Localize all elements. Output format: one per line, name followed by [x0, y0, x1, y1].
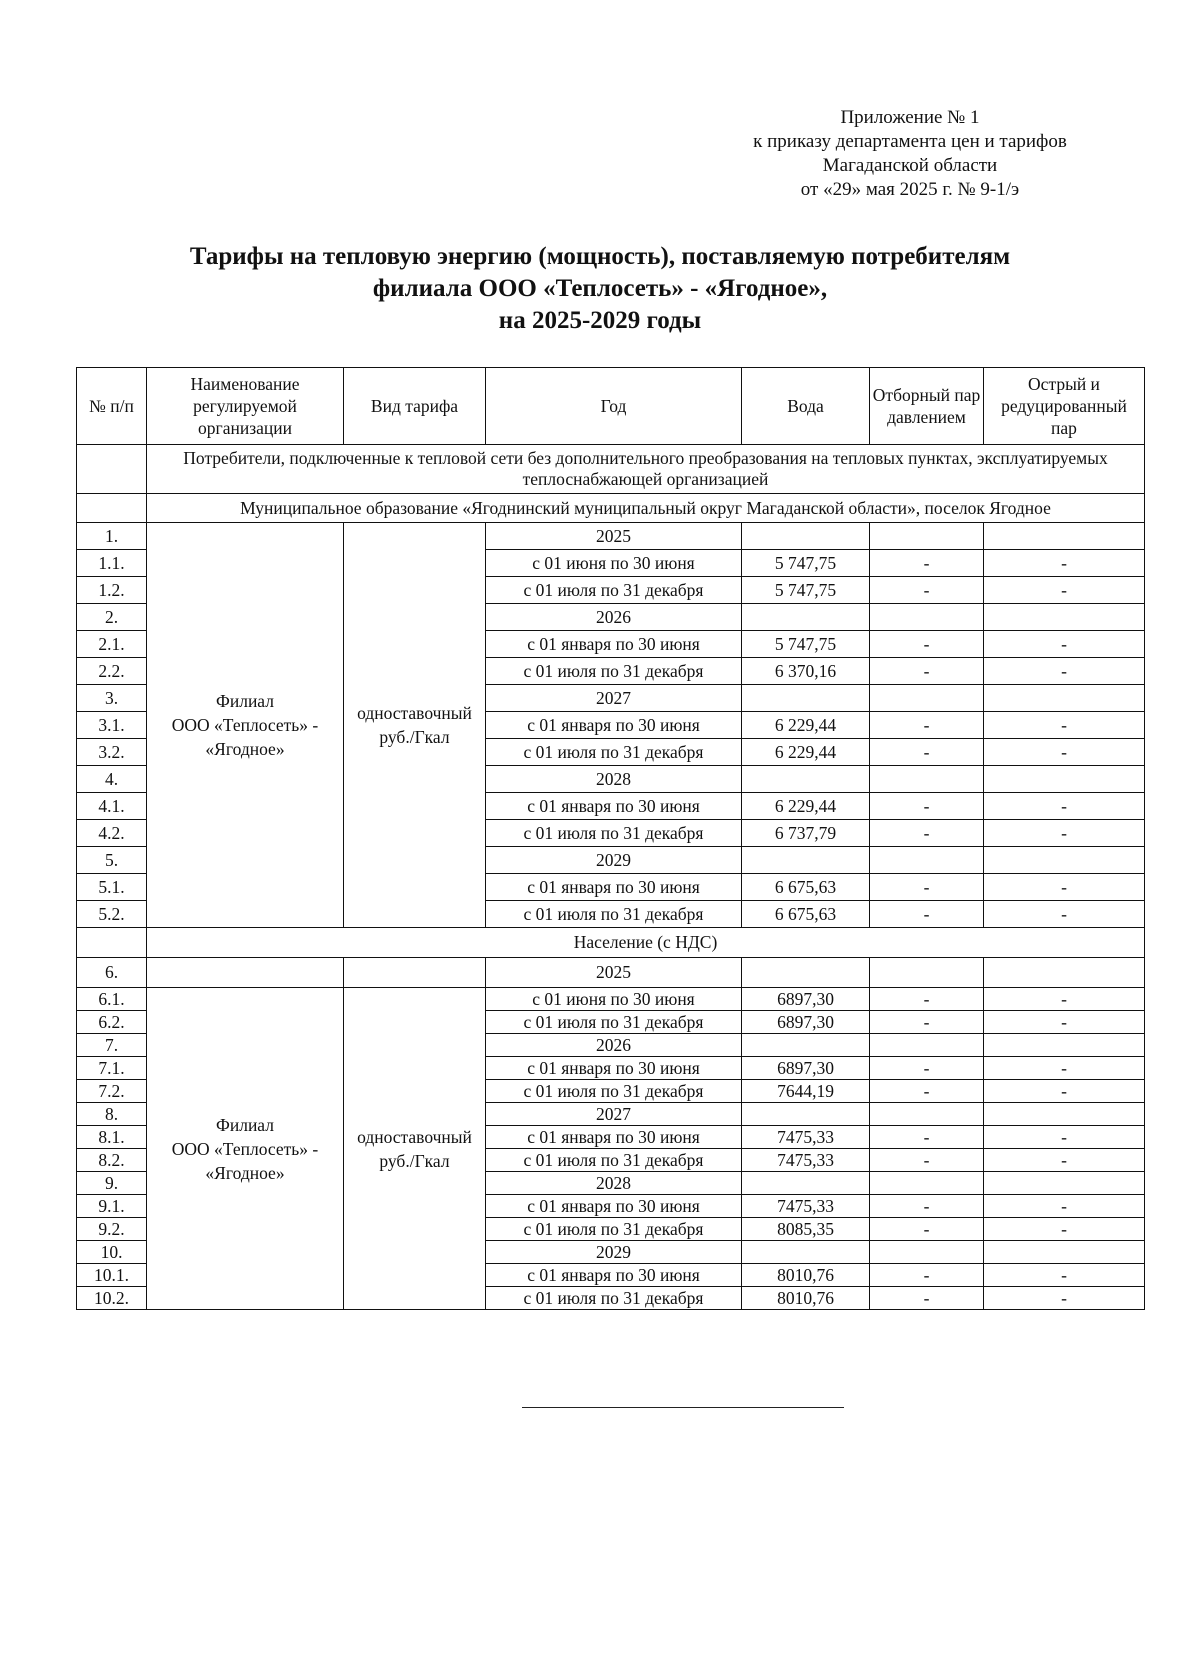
header-row [77, 368, 1145, 445]
row-steam-selected: - [870, 988, 984, 1011]
row-steam-sharp [984, 523, 1145, 550]
row-period: с 01 января по 30 июня [486, 1195, 742, 1218]
row-period: с 01 июля по 31 декабря [486, 1011, 742, 1034]
row-water: 8085,35 [742, 1218, 870, 1241]
row-steam-sharp: - [984, 988, 1145, 1011]
row-num: 3. [77, 685, 147, 712]
row-period: с 01 июля по 31 декабря [486, 1218, 742, 1241]
row-num: 10.1. [77, 1264, 147, 1287]
row-period: 2027 [486, 1103, 742, 1126]
row-steam-selected: - [870, 1287, 984, 1310]
section2-title: Население (с НДС) [147, 928, 1145, 958]
section2-body [77, 928, 1145, 1310]
row-period: с 01 января по 30 июня [486, 874, 742, 901]
table-row [77, 988, 1145, 1011]
row-steam-sharp: - [984, 1149, 1145, 1172]
row-steam-selected [870, 1172, 984, 1195]
row-period: с 01 июня по 30 июня [486, 550, 742, 577]
tariff-type-line: одноставочный [357, 703, 472, 723]
row-steam-selected: - [870, 577, 984, 604]
row-steam-selected [870, 847, 984, 874]
row-steam-sharp [984, 604, 1145, 631]
row-water [742, 847, 870, 874]
row-steam-sharp: - [984, 1080, 1145, 1103]
row-water: 8010,76 [742, 1287, 870, 1310]
empty-cell [742, 958, 870, 988]
row-num: 5. [77, 847, 147, 874]
row-steam-selected: - [870, 793, 984, 820]
row-water: 6 229,44 [742, 793, 870, 820]
row-num: 2. [77, 604, 147, 631]
tariff-type-cell [344, 988, 486, 1310]
row-num: 6.2. [77, 1011, 147, 1034]
row-water: 6 370,16 [742, 658, 870, 685]
row-water: 5 747,75 [742, 577, 870, 604]
empty-cell [870, 958, 984, 988]
row-steam-sharp [984, 766, 1145, 793]
title-line: на 2025-2029 годы [498, 307, 702, 334]
header-num: № п/п [77, 368, 147, 445]
row-period: с 01 января по 30 июня [486, 712, 742, 739]
row-steam-sharp: - [984, 874, 1145, 901]
row-steam-sharp: - [984, 1011, 1145, 1034]
empty-cell [77, 445, 147, 494]
organization-name-line: ООО «Теплосеть» - [171, 1138, 319, 1159]
row-water [742, 604, 870, 631]
tariffs-table [76, 367, 1145, 1310]
row-steam-sharp: - [984, 1218, 1145, 1241]
row-num: 7.2. [77, 1080, 147, 1103]
row-water [742, 523, 870, 550]
title-line: Тарифы на тепловую энергию (мощность), поставляемую потребителям [189, 243, 1011, 270]
organization-name-line: Филиал [216, 1114, 274, 1135]
row-steam-selected: - [870, 874, 984, 901]
row-water: 6 229,44 [742, 739, 870, 766]
row-period: с 01 января по 30 июня [486, 793, 742, 820]
section1-body [77, 445, 1145, 928]
organization-cell [147, 988, 344, 1310]
row-period: с 01 июля по 31 декабря [486, 577, 742, 604]
row-steam-selected: - [870, 1264, 984, 1287]
row-num: 2.1. [77, 631, 147, 658]
row-steam-selected: - [870, 1195, 984, 1218]
row-period: с 01 июля по 31 декабря [486, 820, 742, 847]
row-period: с 01 июля по 31 декабря [486, 739, 742, 766]
row-steam-sharp: - [984, 577, 1145, 604]
row-water: 5 747,75 [742, 550, 870, 577]
row-steam-selected [870, 766, 984, 793]
row-num: 4. [77, 766, 147, 793]
row-num: 5.2. [77, 901, 147, 928]
row-water: 5 747,75 [742, 631, 870, 658]
row-steam-selected: - [870, 1080, 984, 1103]
row-num: 7.1. [77, 1057, 147, 1080]
municipality-row [77, 494, 1145, 523]
row-steam-sharp: - [984, 739, 1145, 766]
row-steam-sharp [984, 685, 1145, 712]
empty-cell [77, 494, 147, 523]
tariff-type-cell [344, 523, 486, 928]
row-steam-sharp: - [984, 658, 1145, 685]
row-period: с 01 июля по 31 декабря [486, 1287, 742, 1310]
row-period: 2025 [486, 958, 742, 988]
row-water: 8010,76 [742, 1264, 870, 1287]
row-steam-selected: - [870, 658, 984, 685]
section1-title-row [77, 445, 1145, 494]
row-period: с 01 января по 30 июня [486, 1057, 742, 1080]
row-period: 2029 [486, 1241, 742, 1264]
row-water [742, 766, 870, 793]
footer-divider [522, 1407, 844, 1408]
appendix-line: Магаданской области [822, 155, 998, 176]
row-steam-sharp: - [984, 550, 1145, 577]
row-water: 6 675,63 [742, 874, 870, 901]
row-num: 6. [77, 958, 147, 988]
row-num: 6.1. [77, 988, 147, 1011]
empty-cell [344, 958, 486, 988]
row-period: 2025 [486, 523, 742, 550]
row-steam-sharp [984, 847, 1145, 874]
row-steam-sharp: - [984, 1057, 1145, 1080]
row-steam-sharp: - [984, 1264, 1145, 1287]
row-period: с 01 января по 30 июня [486, 631, 742, 658]
table-row [77, 958, 1145, 988]
empty-cell [984, 958, 1145, 988]
row-period: с 01 июня по 30 июня [486, 988, 742, 1011]
row-num: 3.2. [77, 739, 147, 766]
row-water [742, 1034, 870, 1057]
row-water: 6 737,79 [742, 820, 870, 847]
row-num: 9.1. [77, 1195, 147, 1218]
row-num: 1. [77, 523, 147, 550]
section2-title-row [77, 928, 1145, 958]
row-steam-selected [870, 1241, 984, 1264]
row-period: 2028 [486, 766, 742, 793]
row-steam-selected [870, 1103, 984, 1126]
row-steam-selected: - [870, 739, 984, 766]
row-num: 1.2. [77, 577, 147, 604]
row-steam-sharp: - [984, 712, 1145, 739]
row-period: 2028 [486, 1172, 742, 1195]
row-steam-sharp: - [984, 1287, 1145, 1310]
organization-name-line: ООО «Теплосеть» - [171, 715, 319, 735]
row-num: 5.1. [77, 874, 147, 901]
row-period: с 01 июля по 31 декабря [486, 901, 742, 928]
row-steam-sharp [984, 1034, 1145, 1057]
tariff-type-line: руб./Гкал [379, 727, 450, 747]
row-steam-selected: - [870, 1218, 984, 1241]
row-steam-sharp: - [984, 1195, 1145, 1218]
row-water [742, 1172, 870, 1195]
row-num: 7. [77, 1034, 147, 1057]
header-year: Год [486, 368, 742, 445]
row-period: с 01 января по 30 июня [486, 1264, 742, 1287]
row-water [742, 1103, 870, 1126]
row-num: 1.1. [77, 550, 147, 577]
row-steam-sharp [984, 1172, 1145, 1195]
appendix-line: Приложение № 1 [840, 107, 980, 128]
row-num: 9.2. [77, 1218, 147, 1241]
row-num: 10. [77, 1241, 147, 1264]
row-water: 7475,33 [742, 1126, 870, 1149]
row-water: 7475,33 [742, 1149, 870, 1172]
row-steam-selected: - [870, 820, 984, 847]
row-steam-sharp [984, 1103, 1145, 1126]
row-water: 6897,30 [742, 988, 870, 1011]
row-water: 6897,30 [742, 1057, 870, 1080]
row-water: 6 675,63 [742, 901, 870, 928]
row-steam-selected [870, 685, 984, 712]
row-steam-sharp: - [984, 901, 1145, 928]
table-row [77, 523, 1145, 550]
municipality-title: Муниципальное образование «Ягоднинский муниципальный округ Магаданской области», поселок Ягодное [147, 494, 1145, 523]
row-num: 4.2. [77, 820, 147, 847]
row-water [742, 685, 870, 712]
row-period: с 01 июля по 31 декабря [486, 658, 742, 685]
row-num: 8. [77, 1103, 147, 1126]
row-num: 10.2. [77, 1287, 147, 1310]
row-num: 3.1. [77, 712, 147, 739]
header-steam-selected: Отборный пар давлением [870, 368, 984, 445]
row-num: 8.2. [77, 1149, 147, 1172]
row-water: 7475,33 [742, 1195, 870, 1218]
organization-cell [147, 523, 344, 928]
row-period: с 01 января по 30 июня [486, 1126, 742, 1149]
header-tariff-type: Вид тарифа [344, 368, 486, 445]
appendix-line: к приказу департамента цен и тарифов [753, 131, 1067, 152]
row-steam-sharp: - [984, 1126, 1145, 1149]
row-steam-selected: - [870, 712, 984, 739]
document-title [80, 241, 1120, 337]
section1-title: Потребители, подключенные к тепловой сети без дополнительного преобразования на тепловых пунктах, эксплуатируемых теплоснабжающей организацией [147, 445, 1145, 494]
header-org: Наименование регулируемой организации [147, 368, 344, 445]
empty-cell [147, 958, 344, 988]
row-steam-sharp [984, 1241, 1145, 1264]
row-steam-selected: - [870, 631, 984, 658]
row-steam-selected: - [870, 901, 984, 928]
row-steam-selected: - [870, 550, 984, 577]
row-period: с 01 июля по 31 декабря [486, 1149, 742, 1172]
row-water: 6 229,44 [742, 712, 870, 739]
row-steam-selected: - [870, 1126, 984, 1149]
empty-cell [77, 928, 147, 958]
header-steam-sharp: Острый и редуцированный пар [984, 368, 1145, 445]
row-steam-selected: - [870, 1149, 984, 1172]
row-water: 7644,19 [742, 1080, 870, 1103]
row-steam-sharp: - [984, 793, 1145, 820]
organization-name-line: Филиал [216, 691, 274, 711]
appendix-note [700, 106, 1120, 202]
row-water [742, 1241, 870, 1264]
row-steam-selected [870, 1034, 984, 1057]
organization-name-line: «Ягодное» [205, 1162, 285, 1183]
row-steam-sharp: - [984, 631, 1145, 658]
row-period: 2029 [486, 847, 742, 874]
tariff-type-line: руб./Гкал [379, 1150, 450, 1171]
title-line: филиала ООО «Теплосеть» - «Ягодное», [372, 275, 828, 302]
row-num: 8.1. [77, 1126, 147, 1149]
row-steam-selected: - [870, 1011, 984, 1034]
row-period: 2026 [486, 1034, 742, 1057]
header-water: Вода [742, 368, 870, 445]
row-steam-selected: - [870, 1057, 984, 1080]
row-period: 2027 [486, 685, 742, 712]
row-period: с 01 июля по 31 декабря [486, 1080, 742, 1103]
organization-name-line: «Ягодное» [205, 739, 285, 759]
row-num: 9. [77, 1172, 147, 1195]
row-period: 2026 [486, 604, 742, 631]
row-num: 2.2. [77, 658, 147, 685]
row-steam-selected [870, 604, 984, 631]
row-steam-selected [870, 523, 984, 550]
tariff-type-line: одноставочный [357, 1126, 472, 1147]
appendix-line: от «29» мая 2025 г. № 9-1/э [800, 179, 1020, 200]
row-water: 6897,30 [742, 1011, 870, 1034]
row-num: 4.1. [77, 793, 147, 820]
row-steam-sharp: - [984, 820, 1145, 847]
